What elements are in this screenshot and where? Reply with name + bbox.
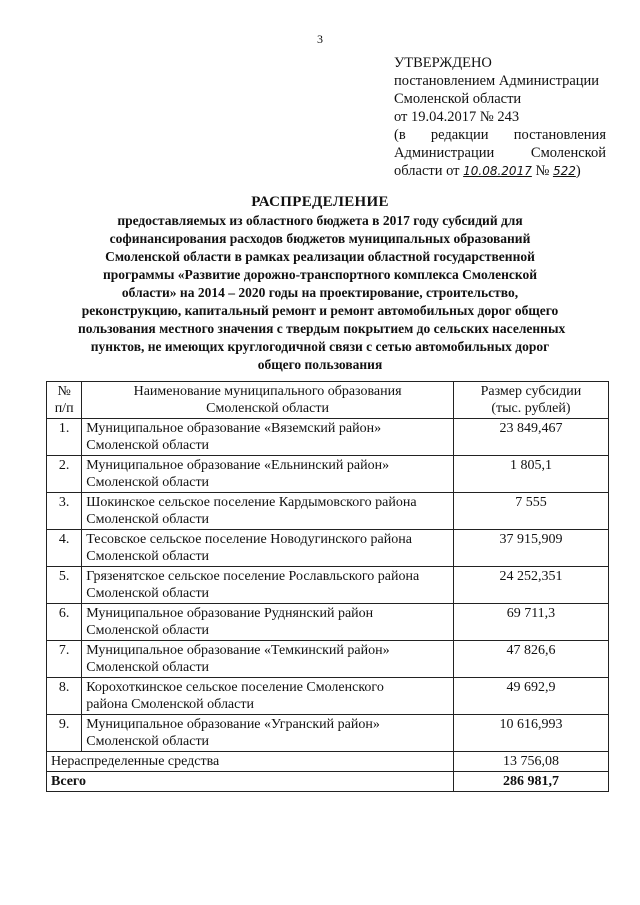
unallocated-label: Нераспределенные средства	[47, 752, 454, 772]
row-subsidy: 7 555	[453, 493, 608, 530]
row-subsidy: 69 711,3	[453, 604, 608, 641]
row-name-line: Смоленской области	[86, 660, 210, 675]
row-name	[82, 641, 454, 678]
row-number: 2.	[47, 456, 82, 493]
row-name-line: Тесовское сельское поселение Новодугинского района	[86, 532, 412, 547]
row-number: 6.	[47, 604, 82, 641]
row-name	[82, 604, 454, 641]
row-number: 5.	[47, 567, 82, 604]
row-number: 8.	[47, 678, 82, 715]
table-row	[47, 530, 609, 567]
approval-heading: УТВЕРЖДЕНО	[394, 55, 492, 71]
approval-edit-word: постановления	[513, 127, 606, 143]
approval-edit-word: Смоленской	[530, 145, 606, 161]
table-row	[47, 493, 609, 530]
row-name-line: Муниципальное образование «Ельнинский район»	[86, 458, 390, 473]
row-name-line: Корохоткинское сельское поселение Смоленского	[86, 680, 384, 695]
row-name-line: Смоленской области	[86, 623, 210, 638]
total-row	[47, 772, 609, 792]
row-subsidy: 23 849,467	[453, 419, 608, 456]
row-number: 3.	[47, 493, 82, 530]
approval-edit-prefix: области от	[394, 163, 460, 179]
subtitle-line: области» на 2014 – 2020 годы на проектирование, строительство,	[121, 285, 519, 300]
table-header-row	[47, 382, 609, 419]
table-row	[47, 419, 609, 456]
row-subsidy: 10 616,993	[453, 715, 608, 752]
row-name	[82, 419, 454, 456]
row-subsidy: 47 826,6	[453, 641, 608, 678]
page-number: 3	[317, 32, 323, 46]
handwritten-number: 522	[552, 164, 576, 178]
header-number: № п/п	[47, 382, 82, 419]
table-row	[47, 641, 609, 678]
row-name	[82, 530, 454, 567]
approval-edit-word: Администрации	[394, 145, 495, 161]
table-row	[47, 567, 609, 604]
row-subsidy: 24 252,351	[453, 567, 608, 604]
approval-number-sign: №	[535, 163, 550, 179]
row-name-line: Муниципальное образование «Темкинский район»	[86, 643, 390, 658]
subsidy-table	[46, 381, 609, 792]
row-name-line: Шокинское сельское поселение Кардымовского района	[86, 495, 417, 510]
approval-line-2: Смоленской области	[394, 91, 522, 107]
subtitle-line: пользования местного значения с твердым покрытием до сельских населенных	[78, 321, 566, 336]
row-name-line: Смоленской области	[86, 438, 210, 453]
subtitle-line: софинансирования расходов бюджетов муниципальных образований	[109, 231, 531, 246]
approval-edit-word: редакции	[430, 127, 489, 143]
row-name-line: Смоленской области	[86, 512, 210, 527]
row-number: 1.	[47, 419, 82, 456]
row-name-line: Муниципальное образование «Вяземский район»	[86, 421, 382, 436]
row-number: 7.	[47, 641, 82, 678]
table-row	[47, 456, 609, 493]
row-name-line: Муниципальное образование Руднянский район	[86, 606, 374, 621]
approval-block	[394, 54, 606, 180]
row-number: 4.	[47, 530, 82, 567]
approval-edit-suffix: )	[575, 163, 581, 179]
row-subsidy: 49 692,9	[453, 678, 608, 715]
handwritten-date: 10.08.2017	[463, 164, 532, 178]
subtitle-line: реконструкцию, капитальный ремонт и ремонт автомобильных дорог общего	[81, 303, 559, 318]
subtitle-line: общего пользования	[257, 357, 383, 372]
total-label: Всего	[47, 772, 454, 792]
row-name-line: Грязенятское сельское поселение Рославльского района	[86, 569, 420, 584]
subtitle-line: Смоленской области в рамках реализации областной государственной	[105, 249, 535, 264]
row-name	[82, 493, 454, 530]
subtitle-line: пунктов, не имеющих круглогодичной связи с сетью автомобильных дорог	[90, 339, 550, 354]
approval-edit-line-1	[394, 126, 606, 144]
document-subtitle	[78, 212, 566, 374]
row-name-line: Смоленской области	[86, 734, 210, 749]
approval-line-3: от 19.04.2017 № 243	[394, 109, 520, 125]
row-subsidy: 1 805,1	[453, 456, 608, 493]
table-row	[47, 678, 609, 715]
header-name: Наименование муниципального образования Смоленской области	[82, 382, 454, 419]
row-name	[82, 567, 454, 604]
approval-edit-line-3	[394, 162, 606, 180]
row-name-line: района Смоленской области	[86, 697, 254, 712]
approval-edit-word: (в	[394, 127, 406, 143]
row-name-line: Смоленской области	[86, 549, 210, 564]
row-name	[82, 678, 454, 715]
row-name-line: Смоленской области	[86, 475, 210, 490]
row-name	[82, 456, 454, 493]
approval-line-1: постановлением Администрации	[394, 73, 600, 89]
row-name-line: Смоленской области	[86, 586, 210, 601]
document-title: РАСПРЕДЕЛЕНИЕ	[251, 194, 389, 210]
unallocated-sum: 13 756,08	[453, 752, 608, 772]
table-row	[47, 604, 609, 641]
header-subsidy: Размер субсидии (тыс. рублей)	[453, 382, 608, 419]
approval-edit-line-2	[394, 144, 606, 162]
subtitle-line: программы «Развитие дорожно-транспортного комплекса Смоленской	[103, 267, 537, 282]
row-name	[82, 715, 454, 752]
total-sum: 286 981,7	[453, 772, 608, 792]
subtitle-line: предоставляемых из областного бюджета в 2017 году субсидий для	[117, 213, 523, 228]
row-subsidy: 37 915,909	[453, 530, 608, 567]
unallocated-row	[47, 752, 609, 772]
row-number: 9.	[47, 715, 82, 752]
table-row	[47, 715, 609, 752]
row-name-line: Муниципальное образование «Угранский район»	[86, 717, 380, 732]
